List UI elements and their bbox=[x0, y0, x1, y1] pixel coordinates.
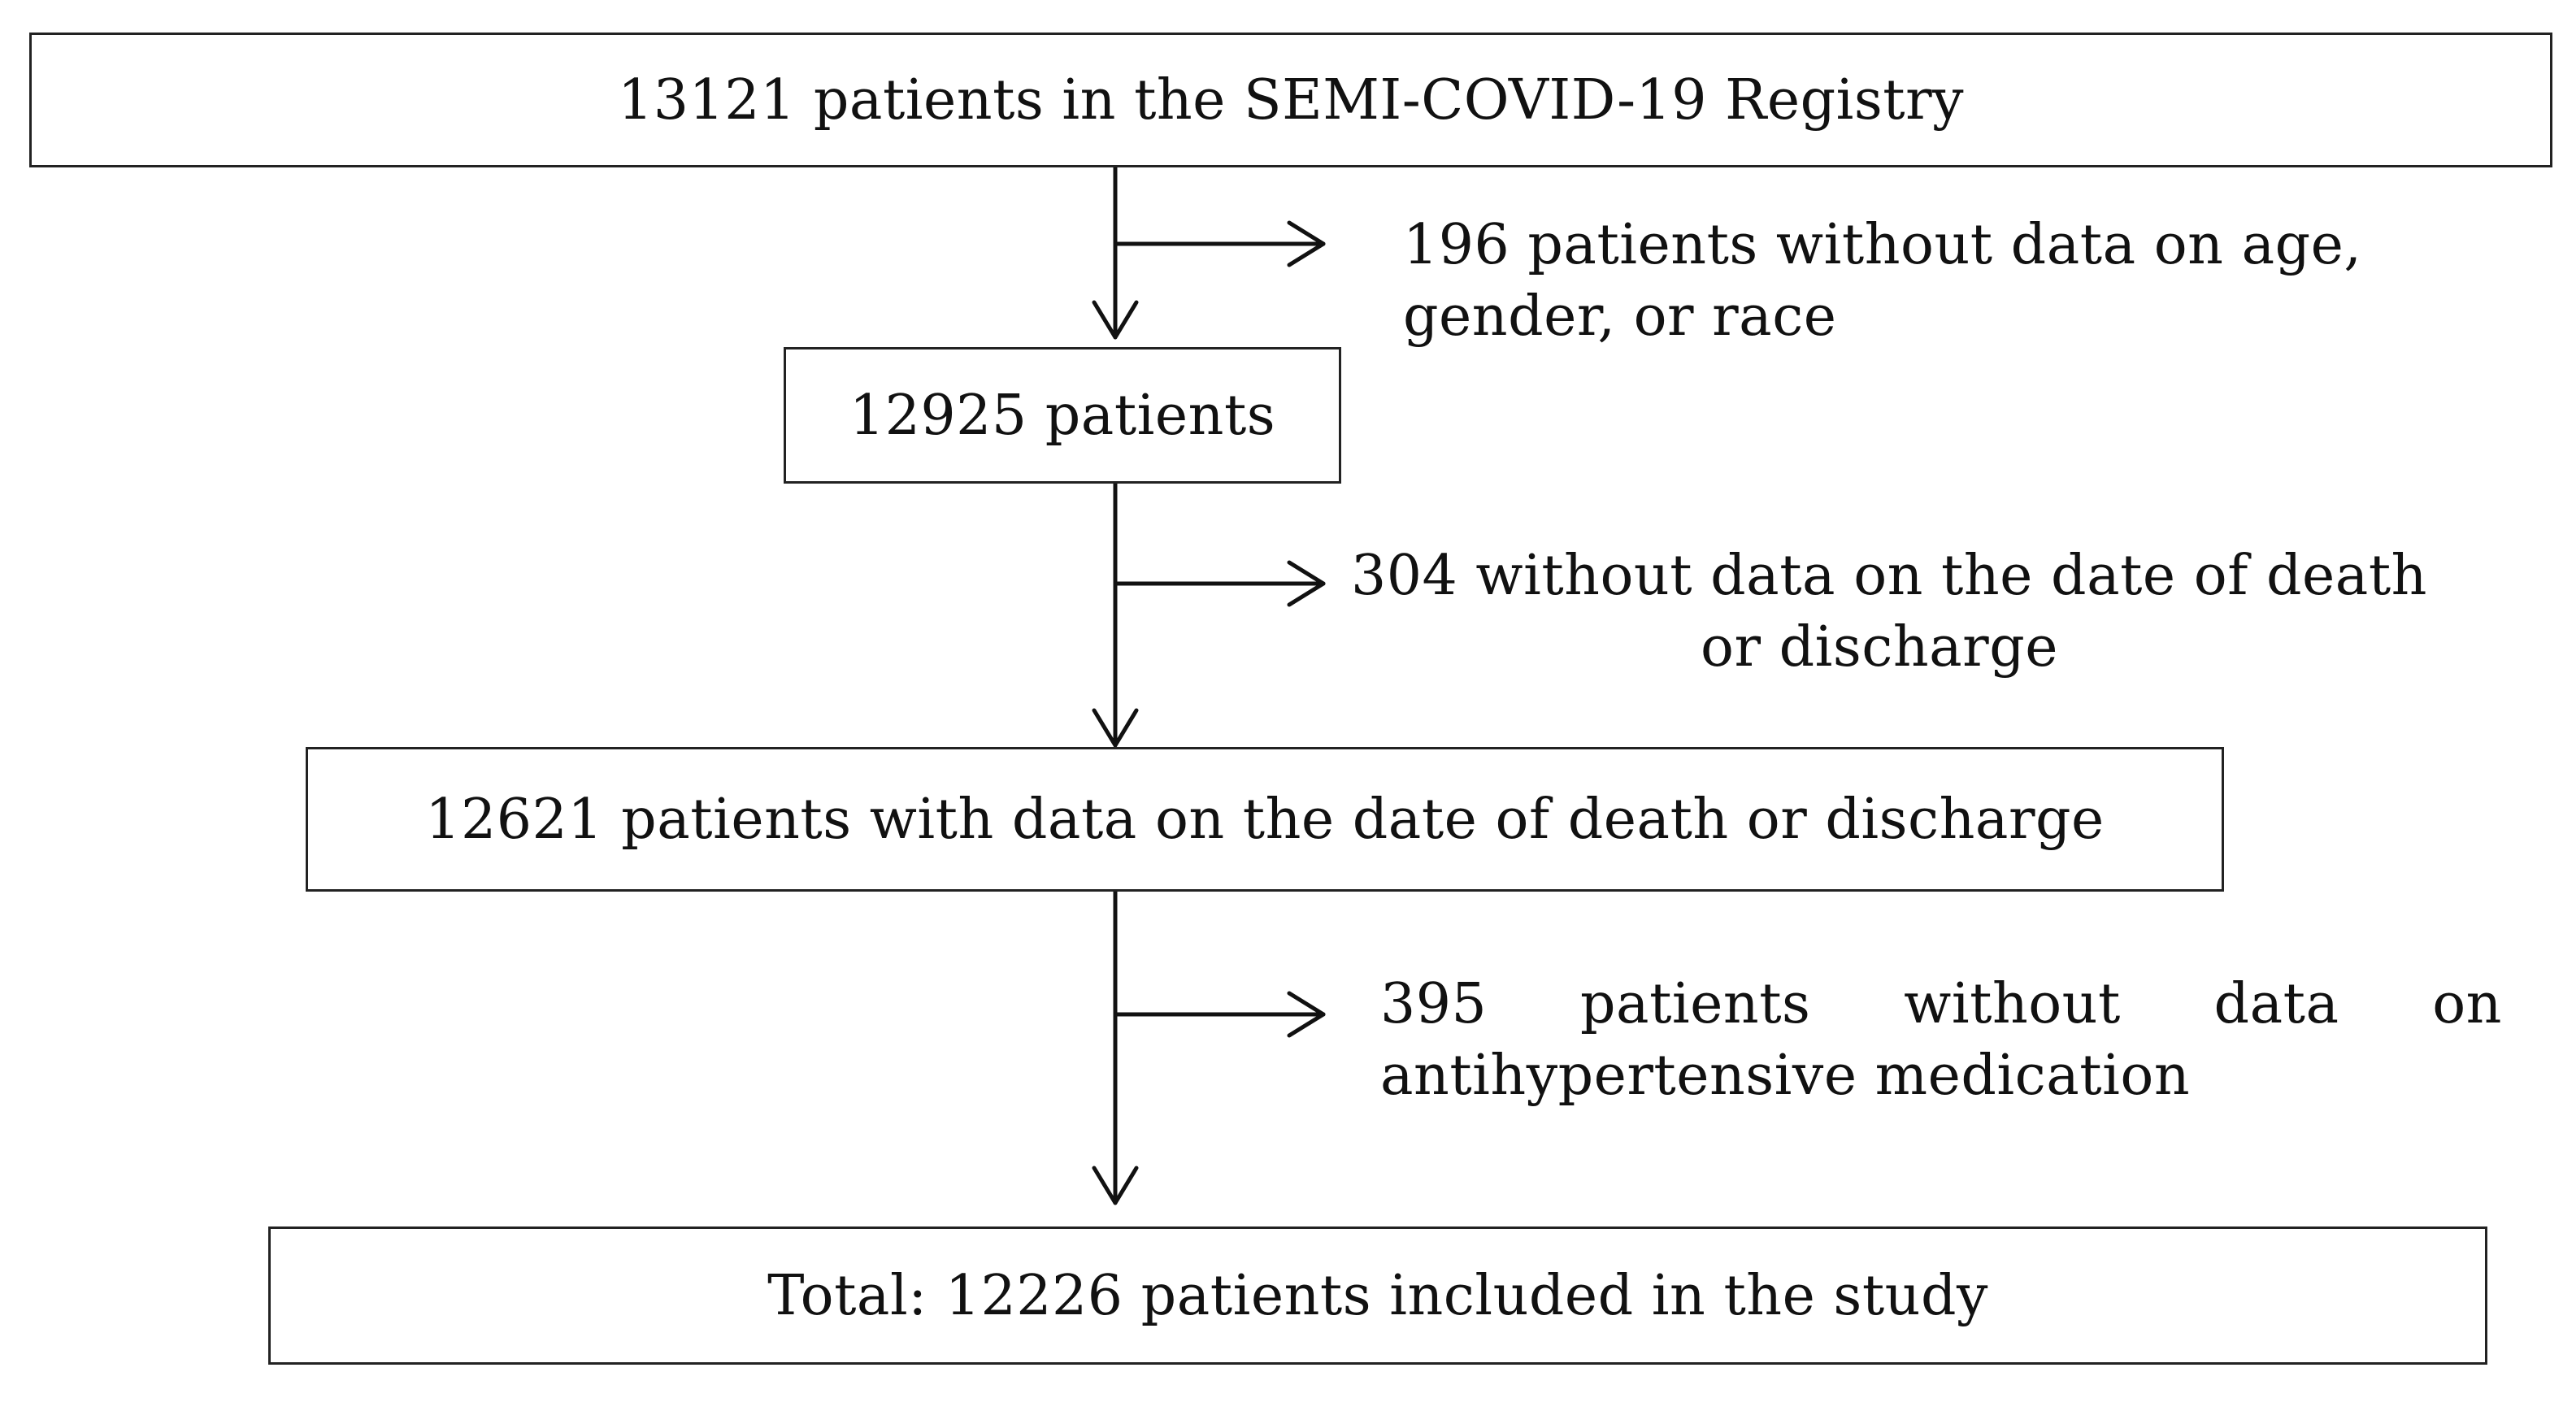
exclusion-note-3-word: data bbox=[2213, 972, 2339, 1036]
exclusion-arrowhead-2 bbox=[1289, 562, 1323, 605]
exclusion-note-3-line-2: antihypertensive medication bbox=[1380, 1044, 2191, 1108]
flow-arrowhead-1 bbox=[1094, 302, 1136, 337]
exclusion-note-1-line-2: gender, or race bbox=[1403, 284, 1837, 349]
patients-12621-box-label: 12621 patients with data on the date of death or discharge bbox=[425, 787, 2105, 852]
exclusion-note-3-word: patients bbox=[1580, 972, 1811, 1036]
patients-12925-box bbox=[784, 347, 1341, 484]
exclusion-note-3 bbox=[1380, 969, 2502, 1112]
exclusion-note-3-word: 395 bbox=[1380, 972, 1488, 1036]
exclusion-note-1-line-1: 196 patients without data on age, bbox=[1403, 213, 2362, 277]
exclusion-arrowhead-3 bbox=[1289, 993, 1323, 1035]
total-box bbox=[268, 1226, 2487, 1365]
total-box-label: Total: 12226 patients included in the study bbox=[767, 1263, 1988, 1328]
flow-arrowhead-3 bbox=[1094, 1168, 1136, 1203]
patients-12925-box-label: 12925 patients bbox=[849, 383, 1276, 448]
exclusion-arrowhead-1 bbox=[1289, 223, 1323, 265]
exclusion-note-3-word: without bbox=[1904, 972, 2121, 1036]
registry-box bbox=[29, 33, 2552, 167]
patients-12621-box bbox=[306, 747, 2224, 892]
exclusion-note-2-line-2: or discharge bbox=[1701, 615, 2058, 679]
exclusion-note-2 bbox=[1351, 541, 2538, 684]
registry-box-label: 13121 patients in the SEMI-COVID-19 Registry bbox=[617, 67, 1965, 132]
exclusion-note-3-line-1 bbox=[1380, 969, 2502, 1040]
exclusion-note-1 bbox=[1403, 210, 2362, 353]
exclusion-note-3-word: on bbox=[2432, 972, 2502, 1036]
flow-arrowhead-2 bbox=[1094, 710, 1136, 745]
exclusion-note-2-line-1: 304 without data on the date of death bbox=[1351, 544, 2427, 608]
